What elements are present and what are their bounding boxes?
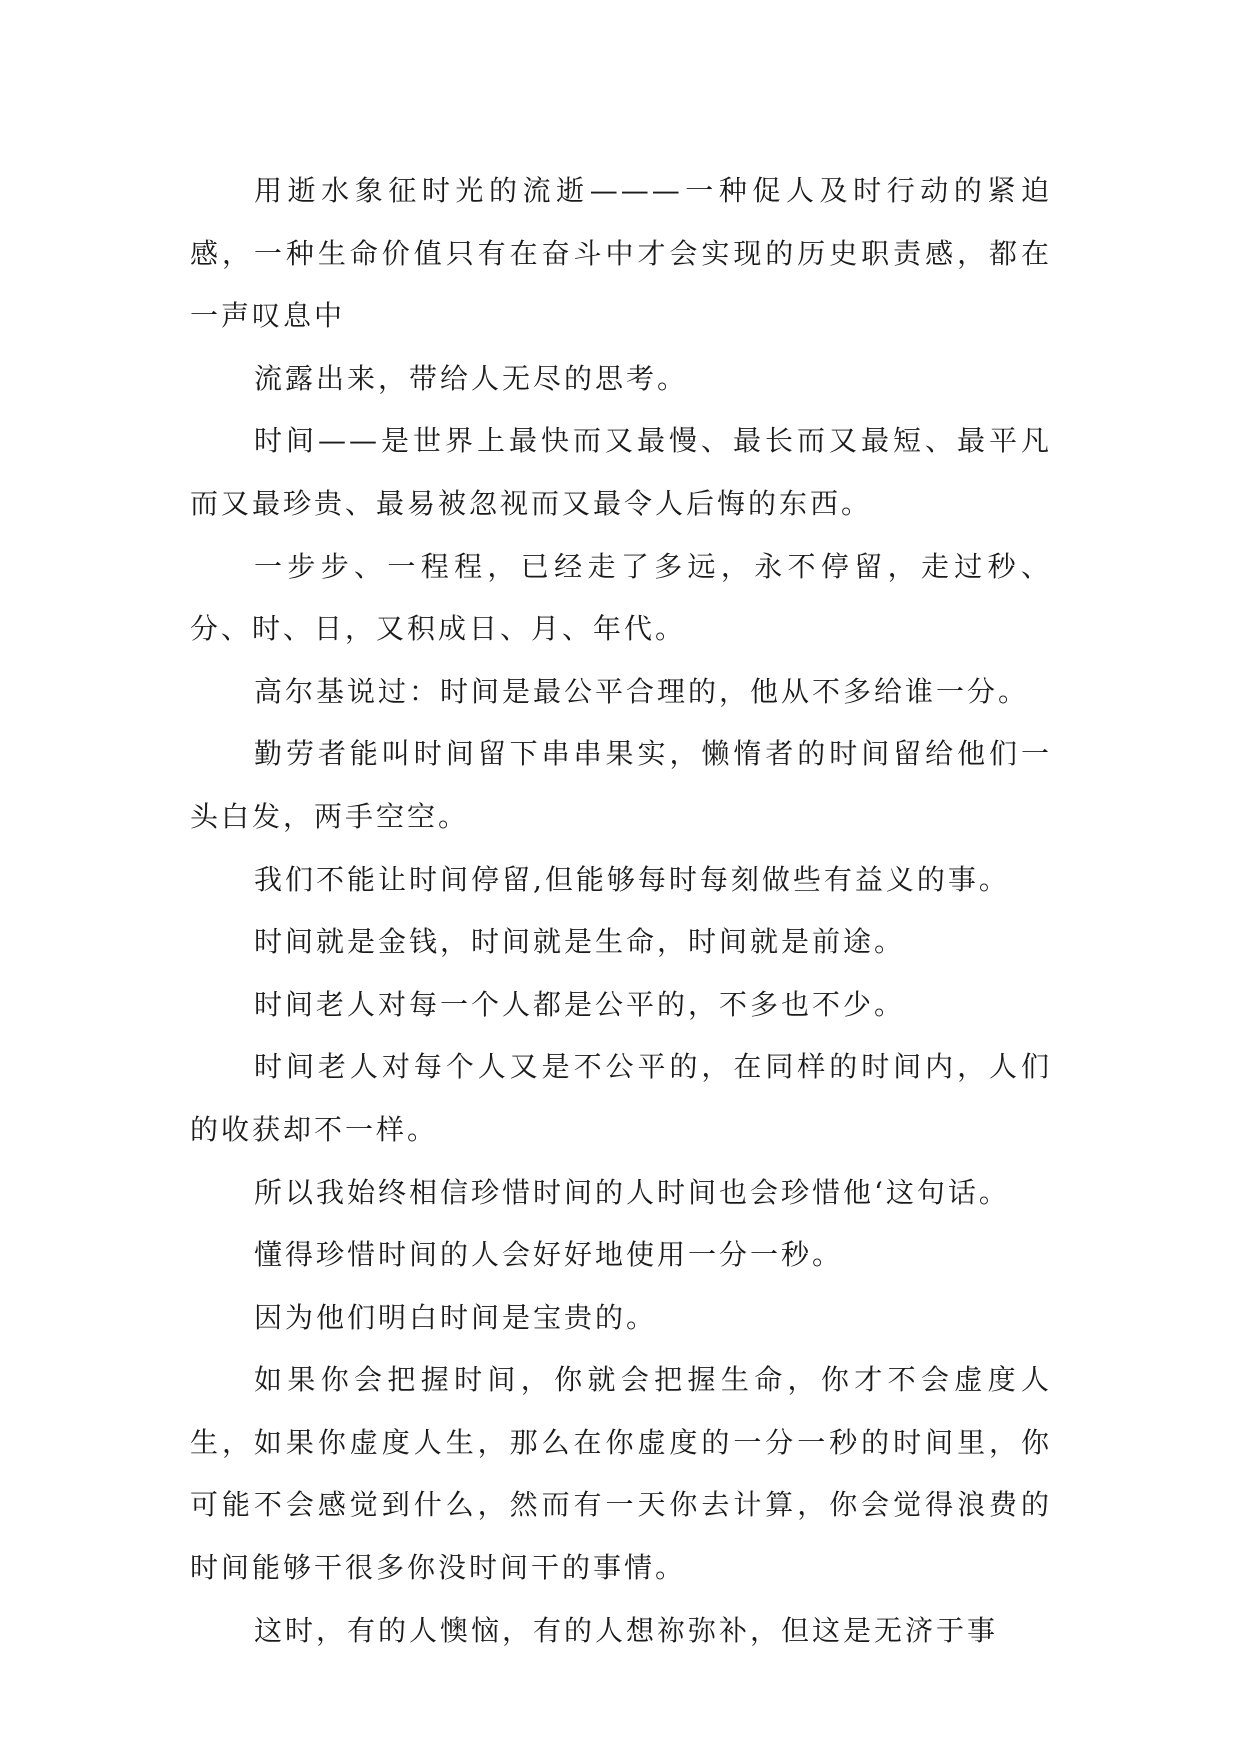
paragraph: 时间老人对每个人又是不公平的，在同样的时间内，人们的收获却不一样。 <box>190 1050 1052 1146</box>
paragraph: 时间——是世界上最快而又最慢、最长而又最短、最平凡而又最珍贵、最易被忽视而又最令人后悔的东西。 <box>190 424 1052 520</box>
paragraph: 流露出来，带给人无尽的思考。 <box>254 361 689 395</box>
document-body <box>190 160 1052 1662</box>
paragraph: 所以我始终相信珍惜时间的人时间也会珍惜他‘这句话。 <box>254 1175 1010 1209</box>
paragraph: 一步步、一程程，已经走了多远，永不停留，走过秒、分、时、日，又积成日、月、年代。 <box>190 549 1052 646</box>
paragraph: 我们不能让时间停留,但能够每时每刻做些有益义的事。 <box>254 862 1010 896</box>
paragraph: 时间就是金钱，时间就是生命，时间就是前途。 <box>254 925 906 959</box>
paragraph: 这时，有的人懊恼，有的人想祢弥补，但这是无济于事 <box>254 1613 999 1647</box>
paragraph: 如果你会把握时间，你就会把握生命，你才不会虚度人生，如果你虚度人生，那么在你虚度的一分一秒的时间里，你可能不会感觉到什么，然而有一天你去计算，你会觉得浪费的时间能够干很多你没时间干的事情。 <box>190 1363 1052 1585</box>
paragraph: 用逝水象征时光的流逝———一种促人及时行动的紧迫感，一种生命价值只有在奋斗中才会实现的历史职责感，都在一声叹息中 <box>190 174 1052 333</box>
paragraph: 勤劳者能叫时间留下串串果实，懒惰者的时间留给他们一头白发，两手空空。 <box>190 737 1052 833</box>
paragraph: 因为他们明白时间是宝贵的。 <box>254 1300 658 1334</box>
paragraph: 时间老人对每一个人都是公平的，不多也不少。 <box>254 987 906 1021</box>
paragraph: 懂得珍惜时间的人会好好地使用一分一秒。 <box>254 1238 844 1272</box>
paragraph: 高尔基说过：时间是最公平合理的，他从不多给谁一分。 <box>254 674 1030 708</box>
